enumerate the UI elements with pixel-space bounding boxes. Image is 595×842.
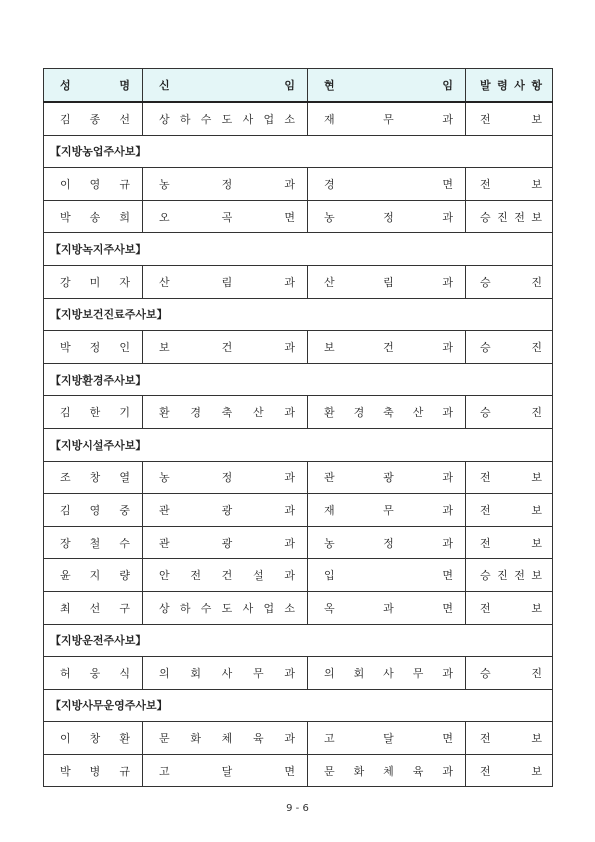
group-label: 【지방보건진료주사보】 [44, 298, 553, 331]
group-header-row [44, 363, 553, 396]
cell-current-post: 보 건 과 [308, 331, 466, 364]
cell-current-post: 관 광 과 [308, 461, 466, 494]
group-label: 【지방사무운영주사보】 [44, 689, 553, 722]
table-row [44, 494, 553, 527]
header-name: 성 명 [44, 69, 143, 103]
cell-name: 이 창 환 [44, 722, 143, 755]
cell-new-post: 상 하 수 도 사 업 소 [143, 102, 308, 135]
cell-new-post: 문 화 체 육 과 [143, 722, 308, 755]
cell-appointment: 승 진 [466, 331, 553, 364]
group-label: 【지방운전주사보】 [44, 624, 553, 657]
cell-name: 장 철 수 [44, 526, 143, 559]
cell-current-post: 옥 과 면 [308, 591, 466, 624]
cell-appointment: 전 보 [466, 526, 553, 559]
cell-new-post: 농 정 과 [143, 461, 308, 494]
cell-appointment: 전 보 [466, 722, 553, 755]
table-row [44, 265, 553, 298]
group-header-row [44, 135, 553, 168]
cell-new-post: 상 하 수 도 사 업 소 [143, 591, 308, 624]
cell-appointment: 전 보 [466, 494, 553, 527]
page-number: 9 - 6 [286, 803, 309, 814]
cell-current-post: 의 회 사 무 과 [308, 657, 466, 690]
cell-appointment: 전 보 [466, 461, 553, 494]
table-row [44, 754, 553, 787]
cell-appointment: 전 보 [466, 591, 553, 624]
cell-current-post: 입 면 [308, 559, 466, 592]
cell-current-post: 경 면 [308, 168, 466, 201]
group-header-row [44, 233, 553, 266]
cell-appointment: 전 보 [466, 102, 553, 135]
cell-name: 조 창 열 [44, 461, 143, 494]
cell-appointment: 전 보 [466, 168, 553, 201]
cell-new-post: 관 광 과 [143, 526, 308, 559]
header-appointment: 발 령 사 항 [466, 69, 553, 103]
cell-current-post: 재 무 과 [308, 102, 466, 135]
cell-appointment: 승 진 [466, 396, 553, 429]
group-label: 【지방환경주사보】 [44, 363, 553, 396]
group-header-row [44, 298, 553, 331]
cell-appointment: 승 진 전 보 [466, 200, 553, 233]
cell-new-post: 오 곡 면 [143, 200, 308, 233]
cell-new-post: 관 광 과 [143, 494, 308, 527]
cell-current-post: 재 무 과 [308, 494, 466, 527]
cell-appointment: 전 보 [466, 754, 553, 787]
group-header-row [44, 689, 553, 722]
cell-appointment: 승 진 [466, 657, 553, 690]
cell-name: 박 송 희 [44, 200, 143, 233]
table-row [44, 396, 553, 429]
cell-current-post: 환 경 축 산 과 [308, 396, 466, 429]
header-current-post: 현 임 [308, 69, 466, 103]
cell-current-post: 산 림 과 [308, 265, 466, 298]
table-row [44, 461, 553, 494]
cell-new-post: 보 건 과 [143, 331, 308, 364]
cell-name: 허 웅 식 [44, 657, 143, 690]
cell-name: 김 종 선 [44, 102, 143, 135]
table-row [44, 331, 553, 364]
cell-name: 김 한 기 [44, 396, 143, 429]
table-row [44, 657, 553, 690]
table-row [44, 591, 553, 624]
cell-name: 박 병 규 [44, 754, 143, 787]
cell-name: 박 정 인 [44, 331, 143, 364]
cell-new-post: 농 정 과 [143, 168, 308, 201]
group-header-row [44, 624, 553, 657]
cell-appointment: 승 진 전 보 [466, 559, 553, 592]
group-header-row [44, 428, 553, 461]
table-row [44, 102, 553, 135]
group-label: 【지방시설주사보】 [44, 428, 553, 461]
cell-appointment: 승 진 [466, 265, 553, 298]
table-row [44, 200, 553, 233]
cell-name: 윤 지 량 [44, 559, 143, 592]
cell-name: 김 영 중 [44, 494, 143, 527]
cell-name: 강 미 자 [44, 265, 143, 298]
cell-new-post: 환 경 축 산 과 [143, 396, 308, 429]
appointment-table [43, 68, 553, 787]
cell-current-post: 농 정 과 [308, 200, 466, 233]
cell-new-post: 안 전 건 설 과 [143, 559, 308, 592]
cell-new-post: 의 회 사 무 과 [143, 657, 308, 690]
cell-name: 최 선 구 [44, 591, 143, 624]
table-row [44, 722, 553, 755]
group-label: 【지방녹지주사보】 [44, 233, 553, 266]
header-new-post: 신 임 [143, 69, 308, 103]
table-row [44, 168, 553, 201]
cell-new-post: 산 림 과 [143, 265, 308, 298]
group-label: 【지방농업주사보】 [44, 135, 553, 168]
cell-current-post: 농 정 과 [308, 526, 466, 559]
cell-current-post: 고 달 면 [308, 722, 466, 755]
cell-current-post: 문 화 체 육 과 [308, 754, 466, 787]
table-header-row [44, 69, 553, 103]
cell-name: 이 영 규 [44, 168, 143, 201]
cell-new-post: 고 달 면 [143, 754, 308, 787]
table-row [44, 559, 553, 592]
table-row [44, 526, 553, 559]
